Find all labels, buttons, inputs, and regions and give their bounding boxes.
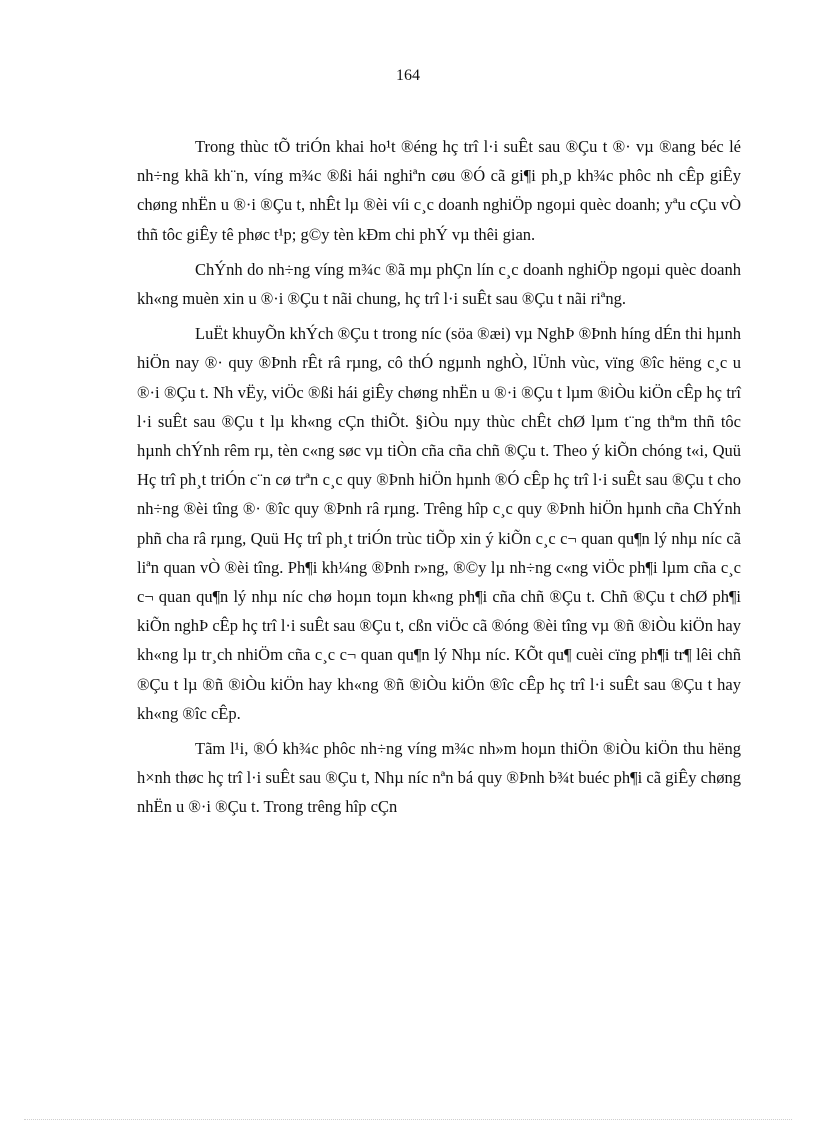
paragraph-3: LuËt khuyÕn khÝch ®Çu t trong níc (söa ®æi) vµ NghÞ ®Þnh híng dÉn thi hµnh hiÖn nay ®· quy ®Þnh rÊt râ rµng, cô thÓ ngµnh nghÒ, lÜnh vùc, vïng ®îc hëng c¸c u ®·i ®Çu t. Nh vËy, viÖc ®ßi hái giÊy chøng nhËn u ®·i ®Çu t lµm ®iÒu kiÖn cÊp hç trî l·i suÊt sau ®Çu t lµ kh«ng cÇn thiÕt. §iÒu nµy thùc chÊt chØ lµm t¨ng thªm thñ tôc hµnh chÝnh rêm rµ, tèn c«ng søc vµ tiÒn cña cña chñ ®Çu t. Theo ý kiÕn chóng t«i, Quü Hç trî ph¸t triÓn c¨n cø trªn c¸c quy ®Þnh hiÖn hµnh ®Ó cÊp hç trî l·i suÊt sau ®Çu t cho nh÷ng ®èi tîng ®· ®îc quy ®Þnh râ rµng. Trêng hîp c¸c quy ®Þnh hiÖn hµnh cña ChÝnh phñ cha râ rµng, Quü Hç trî ph¸t triÓn trùc tiÕp xin ý kiÕn c¸c c¬ quan qu¶n lý nhµ níc cã liªn quan vÒ ®èi tîng. Ph¶i kh¼ng ®Þnh r»ng, ®©y lµ nh÷ng c«ng viÖc ph¶i lµm cña c¸c c¬ quan qu¶n lý nhµ níc chø hoµn toµn kh«ng ph¶i cña chñ ®Çu t. Chñ ®Çu t chØ ph¶i kiÕn nghÞ cÊp hç trî l·i suÊt sau ®Çu t, cßn viÖc cã ®óng ®èi tîng vµ ®ñ ®iÒu kiÖn hay kh«ng lµ tr¸ch nhiÖm cña c¸c c¬ quan qu¶n lý Nhµ níc. KÕt qu¶ cuèi cïng ph¶i tr¶ lêi chñ ®Çu t lµ ®ñ ®iÒu kiÖn hay kh«ng ®ñ ®iÒu kiÖn ®îc cÊp hç trî l·i suÊt sau ®Çu t hay kh«ng ®îc cÊp. xyxy=(137,324,741,723)
paragraph-1: Trong thùc tÕ triÓn khai ho¹t ®éng hç trî l·i suÊt sau ®Çu t ®· vµ ®ang béc lé nh÷ng khã kh¨n, víng m¾c ®ßi hái nghiªn cøu ®Ó cã gi¶i ph¸p kh¾c phôc nh cÊp giÊy chøng nhËn u ®·i ®Çu t, nhÊt lµ ®èi víi c¸c doanh nghiÖp ngoµi quèc doanh; yªu cÇu vÒ thñ tôc giÊy tê phøc t¹p; g©y tèn kÐm chi phÝ vµ thêi gian. xyxy=(137,137,741,244)
page-number: 164 xyxy=(396,67,420,84)
paragraph-4: Tãm l¹i, ®Ó kh¾c phôc nh÷ng víng m¾c nh»m hoµn thiÖn ®iÒu kiÖn thu hëng h×nh thøc hç trî l·i suÊt sau ®Çu t, Nhµ níc nªn bá quy ®Þnh b¾t buéc ph¶i cã giÊy chøng nhËn u ®·i ®Çu t. Trong trêng hîp cÇn xyxy=(137,739,741,817)
body-text xyxy=(137,132,741,828)
page-bottom-divider xyxy=(24,1119,792,1120)
paragraph-2: ChÝnh do nh÷ng víng m¾c ®ã mµ phÇn lín c¸c doanh nghiÖp ngoµi quèc doanh kh«ng muèn xin u ®·i ®Çu t nãi chung, hç trî l·i suÊt sau ®Çu t nãi riªng. xyxy=(137,259,741,309)
